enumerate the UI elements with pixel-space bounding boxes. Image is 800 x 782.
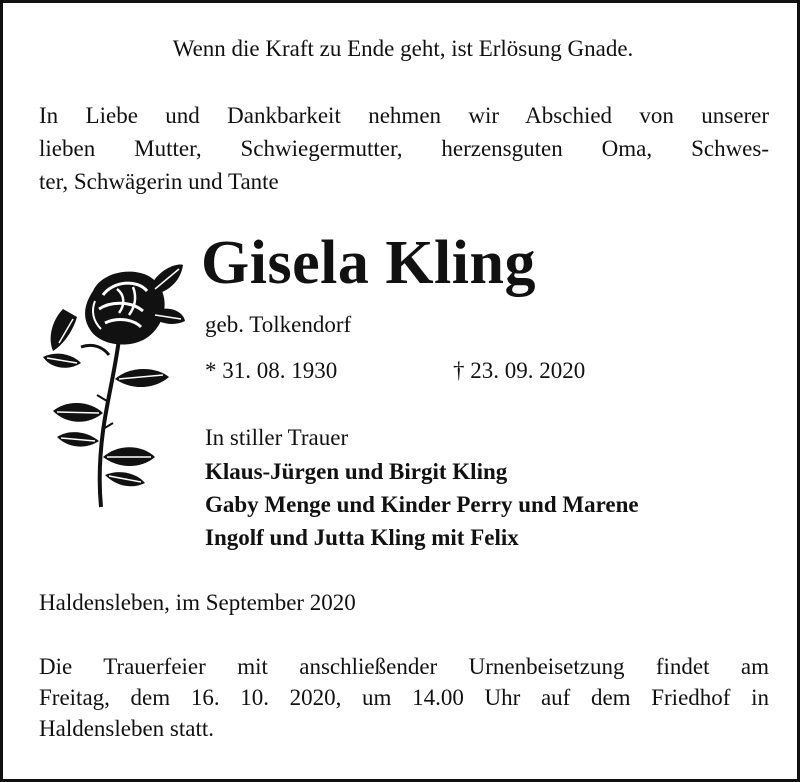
intro-line: In Liebe und Dankbarkeit nehmen wir Abschied von unserer [39, 103, 769, 128]
deceased-name: Gisela Kling [201, 229, 536, 297]
death-date: † 23. 09. 2020 [453, 358, 586, 383]
mourning-label: In stiller Trauer [205, 425, 349, 450]
ceremony-text [39, 651, 769, 744]
mourner-entry: Ingolf und Jutta Kling mit Felix [205, 525, 519, 550]
rose-icon [33, 261, 193, 511]
ceremony-line: Haldensleben statt. [39, 716, 215, 741]
mourner-entry: Klaus-Jürgen und Birgit Kling [205, 459, 508, 484]
ceremony-line: Die Trauerfeier mit anschließender Urnenbeisetzung findet am [39, 654, 769, 679]
intro-line: ter, Schwägerin und Tante [39, 169, 279, 194]
intro-line: lieben Mutter, Schwiegermutter, herzensguten Oma, Schwes- [39, 136, 769, 161]
birth-name: geb. Tolkendorf [205, 312, 352, 337]
motto-quote: Wenn die Kraft zu Ende geht, ist Erlösung Gnade. [172, 36, 634, 61]
intro-text [39, 99, 769, 198]
mourner-entry: Gaby Menge und Kinder Perry und Marene [205, 492, 639, 517]
mourners-list [205, 455, 639, 554]
ceremony-line: Freitag, dem 16. 10. 2020, um 14.00 Uhr auf dem Friedhof in [39, 685, 769, 710]
place-date: Haldensleben, im September 2020 [39, 590, 356, 615]
birth-date: * 31. 08. 1930 [205, 358, 338, 383]
